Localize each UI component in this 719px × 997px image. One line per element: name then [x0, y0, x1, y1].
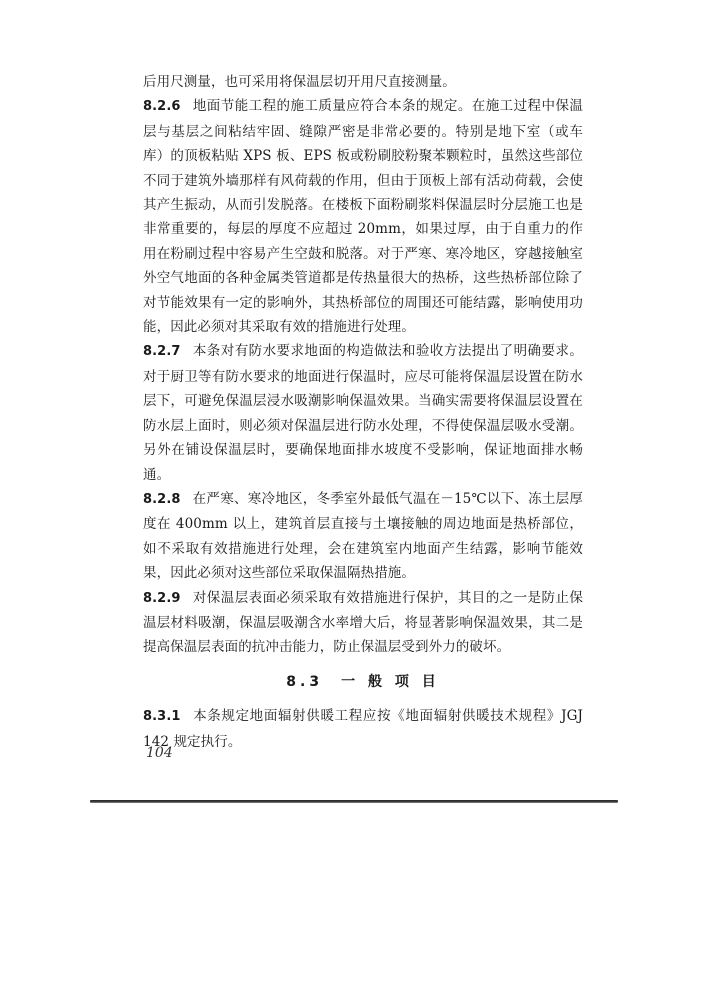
- clause-number: 8.3.1: [143, 709, 181, 725]
- clause-number: 8.2.8: [143, 491, 181, 507]
- paragraph-text: 本条对有防水要求地面的构造做法和验收方法提出了明确要求。对于厨卫等有防水要求的地面进行保温时，应尽可能将保温层设置在防水层下，可避免保温层浸水吸潮影响保温效果。当确实需要将保温层设置在防水层上面时，则必须对保温层进行防水处理，不得使保温层吸水受潮。另外在铺设保温层时，要确保地面排水坡度不受影响，保证地面排水畅通。: [143, 343, 583, 483]
- paragraph-text: 对保温层表面必须采取有效措施进行保护，其目的之一是防止保温层材料吸潮，保温层吸潮含水率增大后，将显著影响保温效果，其二是提高保温层表面的抗冲击能力，防止保温层受到外力的破坏。: [143, 589, 583, 656]
- clause-8-2-9: [143, 586, 583, 660]
- paragraph-continuation: [143, 70, 583, 94]
- page-bottom-rule: [90, 800, 618, 803]
- clause-number: 8.2.7: [143, 344, 181, 360]
- paragraph-text: 后用尺测量，也可采用将保温层切开用尺直接测量。: [143, 74, 456, 90]
- clause-8-3-1: [143, 704, 583, 754]
- clause-8-2-6: [143, 94, 583, 339]
- clause-number: 8.2.6: [143, 99, 181, 115]
- paragraph-text: 在严寒、寒冷地区，冬季室外最低气温在－15℃以下、冻土层厚度在 400mm 以上，建筑首层直接与土壤接触的周边地面是热桥部位，如不采取有效措施进行处理，会在建筑室内地面产生结露，影响节能效果，因此必须对这些部位采取保温隔热措施。: [143, 490, 583, 582]
- body-text: [143, 70, 583, 754]
- paragraph-text: 地面节能工程的施工质量应符合本条的规定。在施工过程中保温层与基层之间粘结牢固、缝隙严密是非常必要的。特别是地下室（或车库）的顶板粘贴 XPS 板、EPS 板或粉刷胶粉聚苯颗粒时，虽然这些部位不同于建筑外墙那样有风荷载的作用，但由于顶板上部有活动荷载，会使其产生振动，从而引发脱落。在楼板下面粉刷浆料保温层时分层施工也是非常重要的，每层的厚度不应超过 20mm，如果过厚，由于自重力的作用在粉刷过程中容易产生空鼓和脱落。对于严寒、寒冷地区，穿越接触室外空气地面的各种金属类管道都是传热量很大的热桥，这些热桥部位除了对节能效果有一定的影响外，其热桥部位的周围还可能结露，影响使用功能，因此必须对其采取有效的措施进行处理。: [143, 98, 583, 336]
- section-heading: 8.3 一 般 项 目: [286, 673, 440, 690]
- paragraph-text: 本条规定地面辐射供暖工程应按《地面辐射供暖技术规程》JGJ 142 规定执行。: [143, 708, 583, 750]
- clause-number: 8.2.9: [143, 590, 181, 606]
- clause-8-2-7: [143, 339, 583, 486]
- page-number: 104: [146, 745, 173, 761]
- clause-8-2-8: [143, 487, 583, 586]
